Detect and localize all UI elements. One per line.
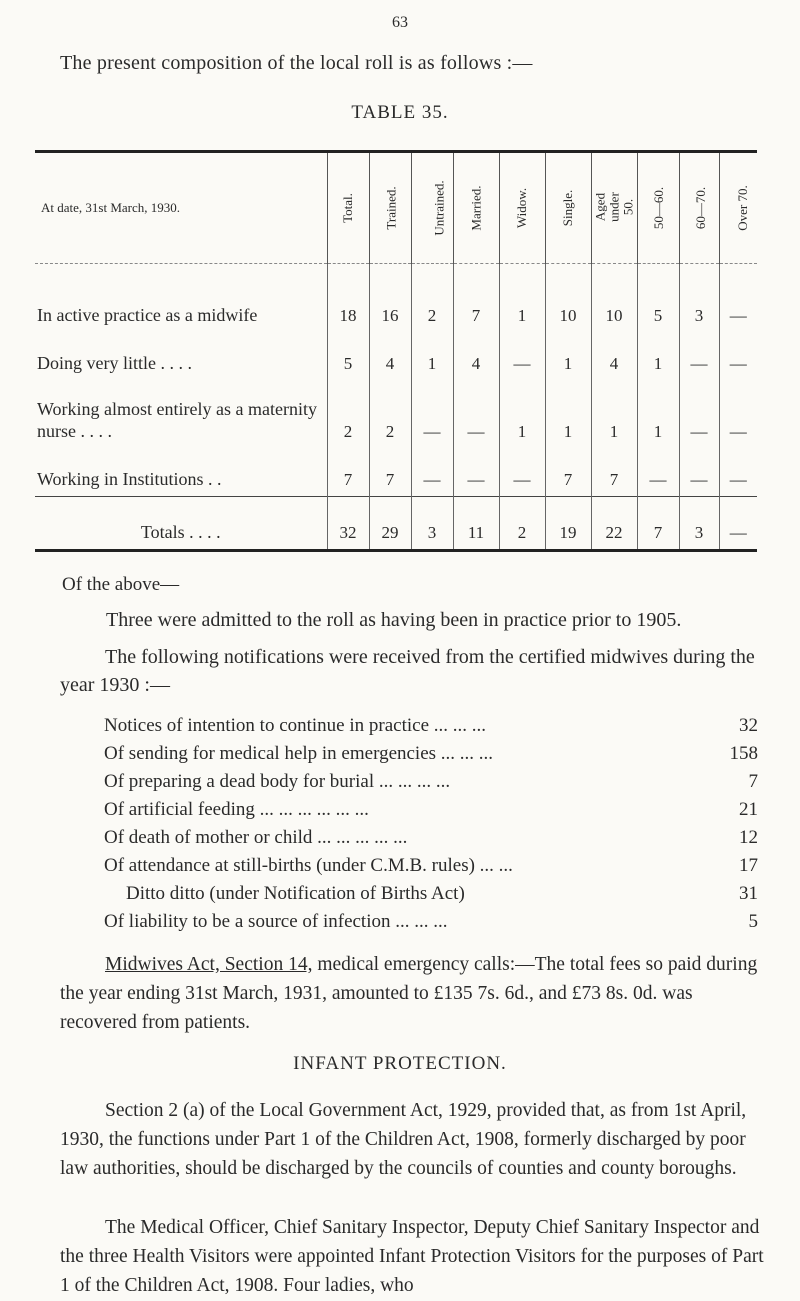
row-label: Doing very little . . . . <box>37 353 192 373</box>
notifications-list <box>104 712 758 936</box>
cell: 3 <box>679 497 719 550</box>
cell: — <box>719 497 757 550</box>
table-bottom-rule <box>35 549 757 552</box>
cell: — <box>411 448 453 497</box>
list-item: Of death of mother or child ... ... ... ... ... 12 <box>104 827 758 848</box>
roll-table-container <box>35 150 757 552</box>
cell: 16 <box>369 264 411 333</box>
cell: 2 <box>369 380 411 448</box>
midwives-act-paragraph <box>60 950 765 1037</box>
intro-text: The present composition of the local roll is as follows :— <box>60 52 533 74</box>
section-2-paragraph: Section 2 (a) of the Local Government Act, 1929, provided that, as from 1st April, 1930, the functions under Part 1 of the Children Act, 1908, formerly discharged by poor law authorities, should be discharged by the councils of counties and county boroughs. <box>60 1100 747 1179</box>
header-total: Total. <box>327 153 369 264</box>
header-50-60: 50—60. <box>637 153 679 264</box>
table-header-row <box>35 153 757 264</box>
cell: — <box>499 332 545 380</box>
cell: — <box>679 448 719 497</box>
table-title: TABLE 35. <box>351 102 449 123</box>
header-single: Single. <box>545 153 591 264</box>
cell: 29 <box>369 497 411 550</box>
cell: 7 <box>545 448 591 497</box>
cell: — <box>453 380 499 448</box>
table-row <box>35 380 757 448</box>
cell: 7 <box>591 448 637 497</box>
totals-label: Totals . . . . <box>35 497 327 550</box>
row-label: Working almost entirely as a maternity nurse . . . . <box>37 399 317 441</box>
list-item: Of artificial feeding ... ... ... ... ... ... 21 <box>104 799 758 820</box>
cell: 11 <box>453 497 499 550</box>
cell: 1 <box>411 332 453 380</box>
cell: — <box>719 264 757 333</box>
list-item: Of liability to be a source of infection ... ... ... 5 <box>104 911 758 932</box>
list-item: Ditto ditto (under Notification of Births Act) 31 <box>126 883 758 904</box>
cell: 1 <box>591 380 637 448</box>
cell: 1 <box>499 380 545 448</box>
cell: — <box>719 332 757 380</box>
list-item: Of attendance at still-births (under C.M.B. rules) ... ... 17 <box>104 855 758 876</box>
three-admitted: Three were admitted to the roll as having been in practice prior to 1905. <box>106 609 682 631</box>
header-untrained: Untrained. <box>411 153 453 264</box>
cell: 2 <box>327 380 369 448</box>
cell: 3 <box>679 264 719 333</box>
header-married: Married. <box>453 153 499 264</box>
cell: — <box>453 448 499 497</box>
header-trained: Trained. <box>369 153 411 264</box>
row-label: Working in Institutions . . <box>37 469 222 489</box>
table-row <box>35 332 757 380</box>
header-60-70: 60—70. <box>679 153 719 264</box>
cell: — <box>411 380 453 448</box>
cell: — <box>679 332 719 380</box>
cell: 1 <box>637 380 679 448</box>
cell: 7 <box>327 448 369 497</box>
cell: 19 <box>545 497 591 550</box>
table-row <box>35 264 757 333</box>
list-item: Of preparing a dead body for burial ... ... ... ... 7 <box>104 771 758 792</box>
cell: 1 <box>545 332 591 380</box>
midwives-act-text: medical emergency calls:—The total fees so paid during the year ending 31st March, 1931, amounted to £135 7s. 6d., and £73 8s. 0d. was recovered from patients. <box>60 954 758 1033</box>
cell: 7 <box>453 264 499 333</box>
cell: — <box>719 448 757 497</box>
totals-row <box>35 497 757 550</box>
cell: 5 <box>637 264 679 333</box>
cell: 2 <box>411 264 453 333</box>
roll-table <box>35 153 757 549</box>
cell: 10 <box>591 264 637 333</box>
following-notifications: The following notifications were received from the certified midwives during the year 1930 :— <box>60 646 755 696</box>
cell: 3 <box>411 497 453 550</box>
header-aged-under-50: Aged under 50. <box>591 153 637 264</box>
cell: 32 <box>327 497 369 550</box>
cell: 7 <box>637 497 679 550</box>
cell: 5 <box>327 332 369 380</box>
midwives-act-heading: Midwives Act, Section 14, <box>105 954 313 975</box>
of-the-above: Of the above— <box>62 574 180 595</box>
cell: — <box>679 380 719 448</box>
list-item: Of sending for medical help in emergencies ... ... ... 158 <box>104 743 758 764</box>
cell: 1 <box>499 264 545 333</box>
infant-protection-heading: INFANT PROTECTION. <box>293 1053 507 1074</box>
medical-officer-paragraph: The Medical Officer, Chief Sanitary Inspector, Deputy Chief Sanitary Inspector and the three Health Visitors were appointed Infant Protection Visitors for the purposes of Part 1 of the Children Act, 1908. Four ladies, who <box>60 1217 764 1296</box>
cell: 10 <box>545 264 591 333</box>
cell: — <box>719 380 757 448</box>
cell: 1 <box>545 380 591 448</box>
cell: 4 <box>453 332 499 380</box>
cell: 1 <box>637 332 679 380</box>
page-number: 63 <box>392 14 408 31</box>
cell: — <box>637 448 679 497</box>
cell: 22 <box>591 497 637 550</box>
table-row <box>35 448 757 497</box>
cell: 4 <box>591 332 637 380</box>
cell: 4 <box>369 332 411 380</box>
cell: — <box>499 448 545 497</box>
list-item: Notices of intention to continue in practice ... ... ... 32 <box>104 715 758 736</box>
cell: 18 <box>327 264 369 333</box>
cell: 7 <box>369 448 411 497</box>
cell: 2 <box>499 497 545 550</box>
header-widow: Widow. <box>499 153 545 264</box>
row-label: In active practice as a midwife <box>37 305 258 325</box>
header-date: At date, 31st March, 1930. <box>35 153 327 264</box>
header-over-70: Over 70. <box>719 153 757 264</box>
